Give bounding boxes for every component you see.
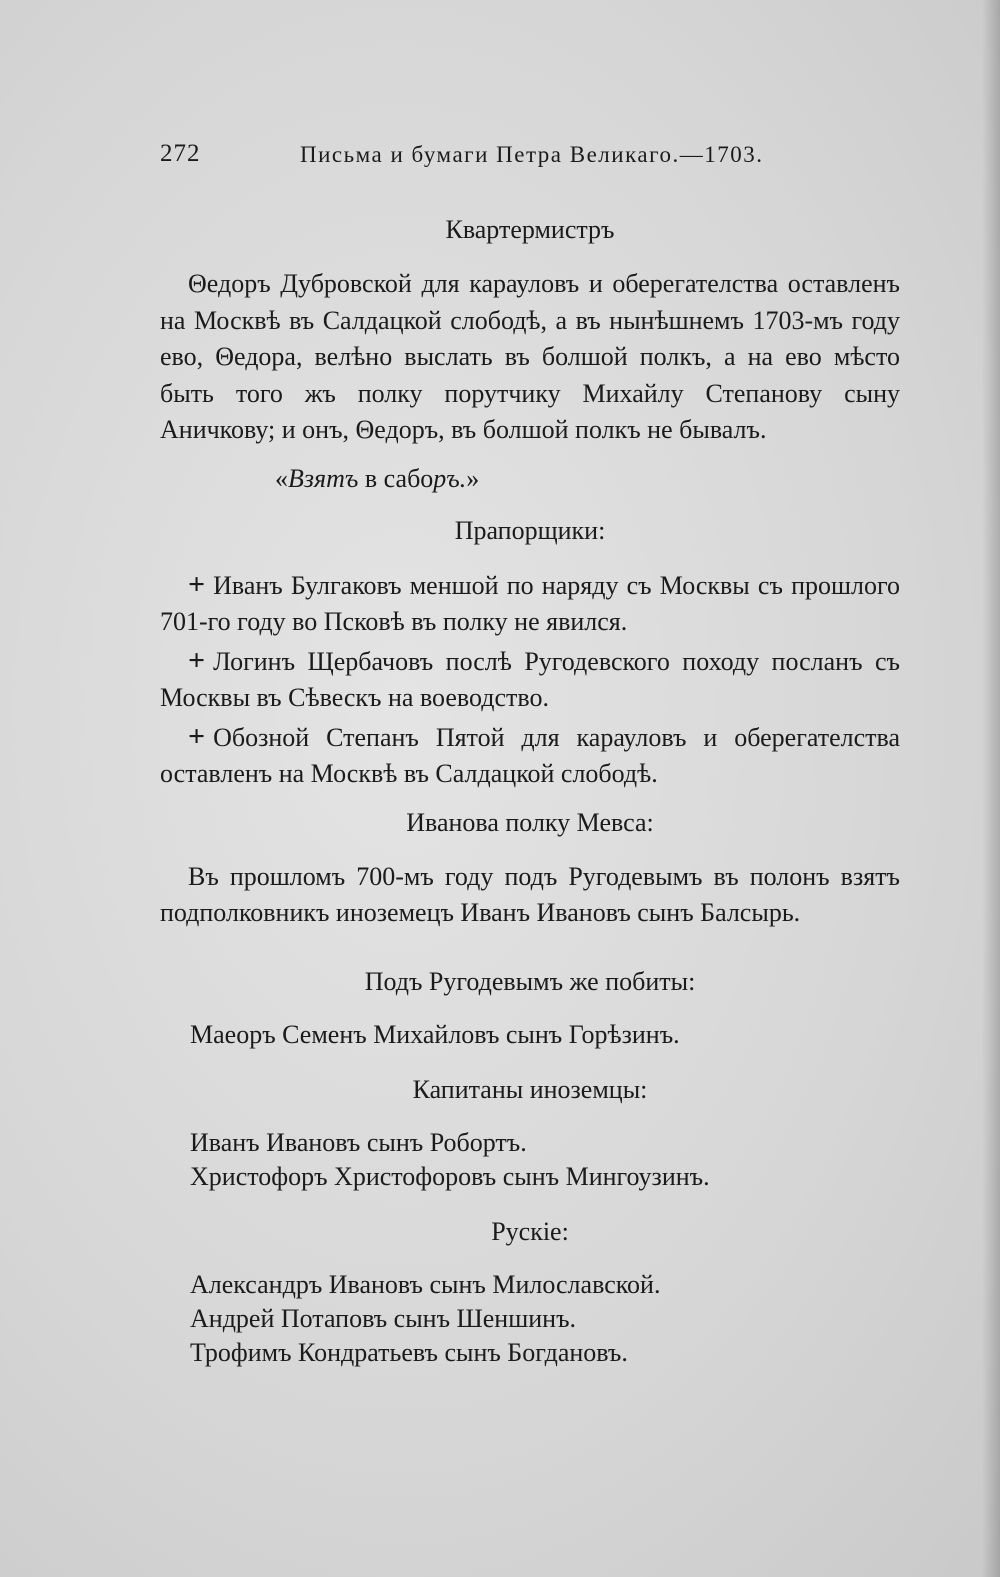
note-italic-taken: Взятъ — [288, 463, 359, 493]
ensign-entry — [160, 567, 900, 641]
note-middle: в сабо — [358, 463, 434, 493]
cross-mark: + — [188, 719, 206, 753]
note-close-quote: » — [466, 463, 480, 493]
ensigns-heading: Прапорщики: — [454, 515, 606, 545]
ensign-text: Иванъ Булгаковъ меншой по наряду съ Москвы съ прошлого 701-го году во Псковѣ въ полку не явился. — [160, 570, 900, 636]
running-title: Письма и бумаги Петра Великаго.—1703. — [300, 142, 764, 167]
regiment-paragraph: Въ прошломъ 700-мъ году подъ Ругодевымъ въ полонъ взятъ подполковникъ иноземецъ Иванъ Ивановъ сынъ Балсырь. — [160, 861, 900, 927]
ensign-entry — [160, 643, 900, 717]
cross-mark: + — [188, 567, 206, 601]
quartermaster-heading: Квартермистръ — [445, 215, 615, 244]
russian-captains-heading: Рускіе: — [491, 1216, 569, 1246]
page-number: 272 — [160, 140, 201, 167]
ensign-text: Логинъ Щербачовъ послѣ Ругодевского походу посланъ съ Москвы въ Сѣвескъ на воеводство. — [160, 646, 900, 712]
foreign-captain-entry: Иванъ Ивановъ сынъ Робортъ. — [190, 1127, 527, 1157]
regiment-heading: Иванова полку Мевса: — [406, 807, 654, 837]
ensign-entry — [160, 719, 900, 793]
foreign-captains-heading: Капитаны иноземцы: — [412, 1074, 648, 1104]
russian-captain-entry: Александръ Ивановъ сынъ Милославской. — [190, 1269, 661, 1299]
note-open-quote: « — [275, 463, 288, 493]
russian-captain-entry: Трофимъ Кондратьевъ сынъ Богдановъ. — [190, 1337, 628, 1367]
killed-heading: Подъ Ругодевымъ же побиты: — [364, 966, 696, 996]
major-entry: Маеоръ Семенъ Михайловъ сынъ Горѣзинъ. — [190, 1019, 680, 1049]
marginal-note — [275, 461, 900, 497]
quartermaster-paragraph: Θедоръ Дубровской для карауловъ и оберегателства оставленъ на Москвѣ въ Салдацкой слободѣ, а въ нынѣшнемъ 1703-мъ году ево, Θедора, велѣно выслать въ болшой полкъ, а на ево мѣсто быть того жъ полку порутчику Михайлу Степанову сыну Аничкову; и онъ, Θедоръ, въ болшой полкъ не бывалъ. — [160, 269, 900, 444]
cross-mark: + — [188, 643, 206, 677]
ensign-text: Обозной Степанъ Пятой для карауловъ и оберегателства оставленъ на Москвѣ въ Салдацкой слободѣ. — [160, 722, 900, 788]
page-header — [160, 140, 900, 180]
page-body — [160, 212, 900, 1370]
page-edge-shadow — [982, 0, 1000, 1577]
foreign-captain-entry: Христофоръ Христофоровъ сынъ Мингоузинъ. — [190, 1161, 710, 1191]
russian-captain-entry: Андрей Потаповъ сынъ Шеншинъ. — [190, 1303, 577, 1333]
note-italic-end: ръ. — [433, 463, 467, 493]
